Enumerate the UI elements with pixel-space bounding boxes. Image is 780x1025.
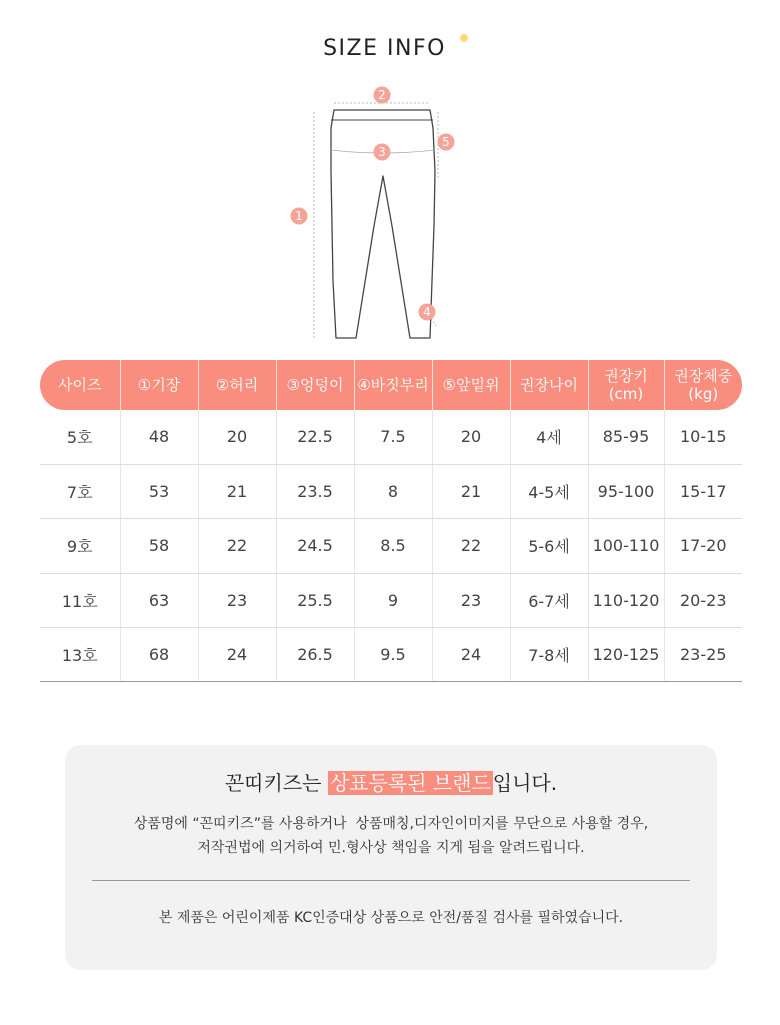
col-header: ⑤앞밑위 [432,360,510,410]
marker-4-icon [419,304,436,321]
marker-3-icon [374,144,391,161]
table-cell: 63 [120,573,198,627]
table-row [40,628,742,682]
kc-certification-text: 본 제품은 어린이제품 KC인증대상 상품으로 안전/품질 검사를 필하였습니다. [158,910,624,926]
table-cell: 25.5 [276,573,354,627]
table-cell: 95-100 [588,464,664,518]
col-header: ④바짓부리 [354,360,432,410]
col-header: 사이즈 [40,360,120,410]
brand-statement [65,767,717,796]
table-cell: 24 [432,628,510,682]
table-cell: 9 [354,573,432,627]
svg-text:1: 1 [295,209,303,223]
table-cell: 15-17 [664,464,742,518]
size-label-cell: 5호 [40,410,120,464]
table-header-row [40,360,742,410]
table-cell: 20-23 [664,573,742,627]
marker-2-icon [374,87,391,104]
warning-line-1: 상품명에 “꼰띠키즈”를 사용하거나 상품매칭,디자인이미지를 무단으로 사용할 경우, [133,816,649,832]
table-cell: 20 [198,410,276,464]
col-header: ③엉덩이 [276,360,354,410]
col-header: ①기장 [120,360,198,410]
table-row [40,410,742,464]
table-cell: 58 [120,519,198,573]
table-cell: 20 [432,410,510,464]
table-cell: 4세 [510,410,588,464]
table-cell: 26.5 [276,628,354,682]
size-label-cell: 11호 [40,573,120,627]
table-cell: 21 [198,464,276,518]
table-cell: 9.5 [354,628,432,682]
table-cell: 4-5세 [510,464,588,518]
table-cell: 22 [198,519,276,573]
table-cell: 17-20 [664,519,742,573]
title-dot-icon [460,34,468,42]
table-cell: 24 [198,628,276,682]
table-cell: 10-15 [664,410,742,464]
table-cell: 120-125 [588,628,664,682]
table-cell: 48 [120,410,198,464]
col-header: 권장키 (cm) [588,360,664,410]
table-cell: 23 [432,573,510,627]
title-wrap [0,36,780,61]
svg-text:2: 2 [378,88,386,102]
svg-text:5: 5 [442,135,450,149]
col-header: ②허리 [198,360,276,410]
table-cell: 7-8세 [510,628,588,682]
table-cell: 8 [354,464,432,518]
notice-box [65,745,717,970]
table-cell: 21 [432,464,510,518]
table-row [40,573,742,627]
table-cell: 22 [432,519,510,573]
table-cell: 23 [198,573,276,627]
table-row [40,464,742,518]
copyright-warning [65,812,717,860]
table-row [40,519,742,573]
brand-highlight: 상표등록된 브랜드 [329,771,491,795]
size-label-cell: 9호 [40,519,120,573]
table-cell: 53 [120,464,198,518]
table-cell: 6-7세 [510,573,588,627]
table-cell: 7.5 [354,410,432,464]
table-cell: 85-95 [588,410,664,464]
warning-line-2: 저작권법에 의거하여 민.형사상 책임을 지게 됨을 알려드립니다. [197,840,585,856]
table-cell: 24.5 [276,519,354,573]
marker-5-icon [438,134,455,151]
notice-divider [92,880,690,881]
col-header: 권장체중 (kg) [664,360,742,410]
size-table [40,360,742,682]
table-cell: 23.5 [276,464,354,518]
svg-text:4: 4 [423,305,431,319]
size-label-cell: 13호 [40,628,120,682]
brand-prefix: 꼰띠키즈는 [224,771,328,795]
page-title: SIZE INFO [323,36,446,61]
table-cell: 22.5 [276,410,354,464]
table-cell: 23-25 [664,628,742,682]
table-cell: 8.5 [354,519,432,573]
svg-text:3: 3 [378,145,386,159]
table-cell: 68 [120,628,198,682]
pants-diagram [270,76,470,346]
marker-1-icon [291,208,308,225]
col-header: 권장나이 [510,360,588,410]
brand-suffix: 입니다. [492,771,558,795]
table-cell: 100-110 [588,519,664,573]
table-cell: 110-120 [588,573,664,627]
table-cell: 5-6세 [510,519,588,573]
size-label-cell: 7호 [40,464,120,518]
